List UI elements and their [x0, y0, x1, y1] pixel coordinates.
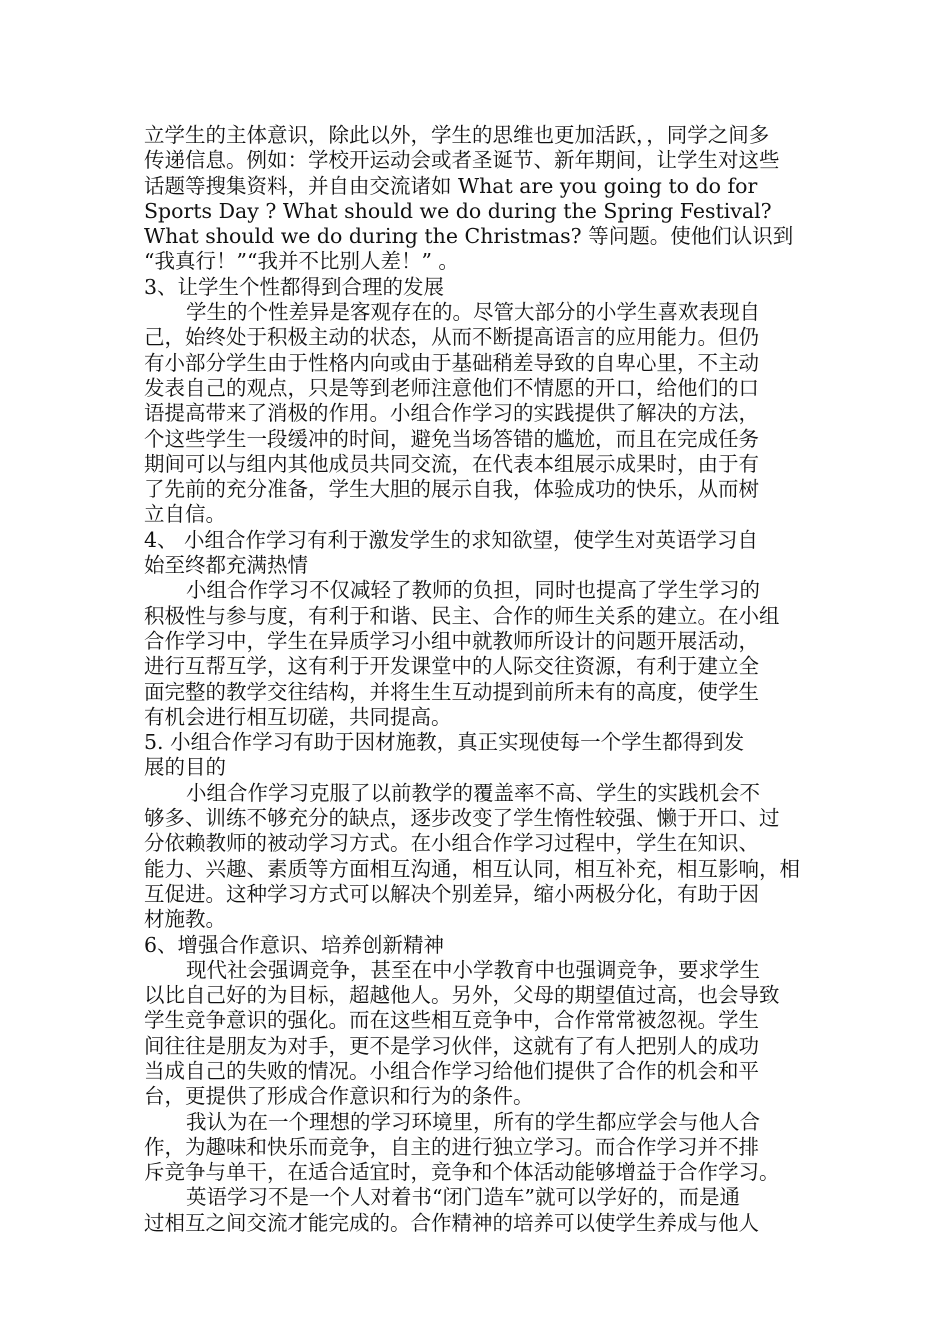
text-line: 以比自己好的为目标，超越他人。另外，父母的期望值过高，也会导致: [144, 983, 780, 1008]
text-line: 话题等搜集资料，并自由交流诸如 What are you going to do for: [144, 173, 758, 198]
text-line: 够多、训练不够充分的缺点，逐步改变了学生惰性较强、懒于开口、过: [144, 806, 780, 831]
text-line: 现代社会强调竞争，甚至在中小学教育中也强调竞争，要求学生: [186, 957, 760, 982]
text-line: 5. 小组合作学习有助于因材施教，真正实现使每一个学生都得到发: [144, 730, 745, 755]
text-line: 发表自己的观点，只是等到老师注意他们不情愿的开口，给他们的口: [144, 375, 759, 400]
text-line: 学生的个性差异是客观存在的。尽管大部分的小学生喜欢表现自: [186, 300, 760, 325]
text-line: Sports Day ? What should we do during the Spring Festival?: [144, 198, 772, 223]
text-line: 有机会进行相互切磋，共同提高。: [144, 704, 452, 729]
document-page: [144, 123, 808, 1236]
text-line: 己，始终处于积极主动的状态，从而不断提高语言的应用能力。但仍: [144, 325, 759, 350]
text-line: 作，为趣味和快乐而竞争，自主的进行独立学习。而合作学习并不排: [144, 1134, 759, 1159]
text-line: 当成自己的失败的情况。小组合作学习给他们提供了合作的机会和平: [144, 1058, 759, 1083]
text-line: 学生竞争意识的强化。而在这些相互竞争中，合作常常被忽视。学生: [144, 1008, 759, 1033]
text-line: 语提高带来了消极的作用。小组合作学习的实践提供了解决的方法，: [144, 401, 759, 426]
text-line: 间往往是朋友为对手，更不是学习伙伴，这就有了有人把别人的成功: [144, 1033, 759, 1058]
text-line: 分依赖教师的被动学习方式。在小组合作学习过程中，学生在知识、: [144, 831, 759, 856]
text-line: 进行互帮互学，这有利于开发课堂中的人际交往资源，有利于建立全: [144, 654, 759, 679]
text-line: 英语学习不是一个人对着书“闭门造车”就可以学好的，而是通: [186, 1185, 740, 1210]
text-line: 小组合作学习克服了以前教学的覆盖率不高、学生的实践机会不: [186, 780, 760, 805]
text-line: 了先前的充分准备，学生大胆的展示自我，体验成功的快乐，从而树: [144, 477, 759, 502]
text-line: 6、增强合作意识、培养创新精神: [144, 932, 445, 957]
text-line: 材施教。: [144, 907, 226, 932]
text-line: 小组合作学习不仅减轻了教师的负担，同时也提高了学生学习的: [186, 578, 760, 603]
text-line: 合作学习中，学生在异质学习小组中就教师所设计的问题开展活动，: [144, 628, 759, 653]
text-line: 能力、兴趣、素质等方面相互沟通，相互认同，相互补充，相互影响，相: [144, 856, 800, 881]
text-line: 有小部分学生由于性格内向或由于基础稍差导致的自卑心里，不主动: [144, 350, 759, 375]
text-line: 立学生的主体意识，除此以外，学生的思维也更加活跃，，同学之间多: [144, 123, 770, 147]
text-line: 展的目的: [144, 755, 226, 780]
text-line: 面完整的教学交往结构，并将生生互动提到前所未有的高度，使学生: [144, 679, 759, 704]
text-line: 立自信。: [144, 502, 226, 527]
text-line: What should we do during the Christmas? 等问题。使他们认识到: [144, 224, 794, 249]
text-line: 个这些学生一段缓冲的时间，避免当场答错的尴尬，而且在完成任务: [144, 426, 759, 451]
text-line: 始至终都充满热情: [144, 553, 308, 578]
text-line: 4、 小组合作学习有利于激发学生的求知欲望，使学生对英语学习自: [144, 527, 759, 552]
text-line: 传递信息。例如：学校开运动会或者圣诞节、新年期间，让学生对这些: [144, 148, 780, 173]
text-line: 我认为在一个理想的学习环境里，所有的学生都应学会与他人合: [186, 1109, 760, 1134]
text-line: 互促进。这种学习方式可以解决个别差异，缩小两极分化，有助于因: [144, 881, 759, 906]
text-line: “我真行！”“我并不比别人差！” 。: [144, 249, 459, 274]
text-line: 过相互之间交流才能完成的。合作精神的培养可以使学生养成与他人: [144, 1210, 759, 1235]
text-line: 期间可以与组内其他成员共同交流，在代表本组展示成果时，由于有: [144, 451, 759, 476]
text-line: 台，更提供了形成合作意识和行为的条件。: [144, 1084, 534, 1109]
text-line: 3、让学生个性都得到合理的发展: [144, 274, 445, 299]
text-line: 积极性与参与度，有利于和谐、民主、合作的师生关系的建立。在小组: [144, 603, 780, 628]
text-line: 斥竞争与单干，在适合适宜时，竞争和个体活动能够增益于合作学习。: [144, 1160, 780, 1185]
